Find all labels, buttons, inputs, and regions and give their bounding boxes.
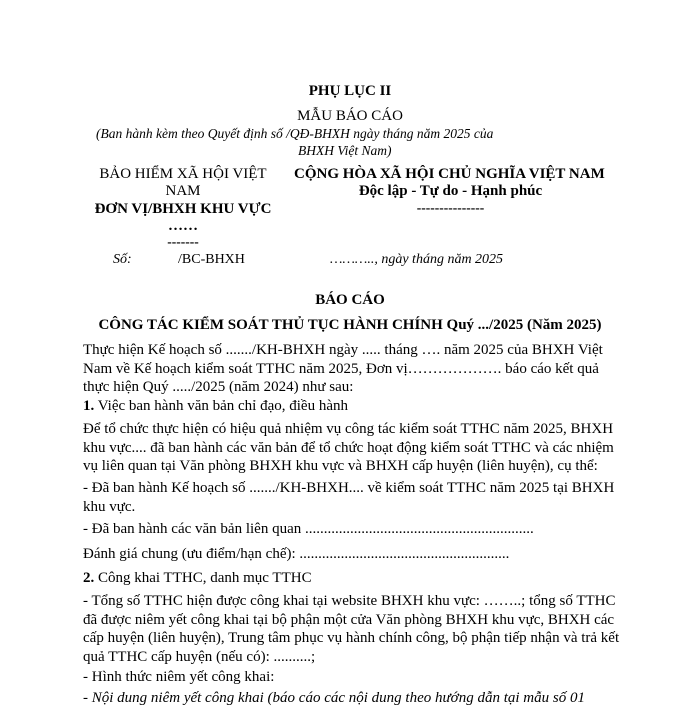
section-2-paragraph-2: - Hình thức niêm yết công khai: [83,669,275,685]
agency-divider: ------- [167,234,199,249]
section-1-paragraph-2: - Đã ban hành Kế hoạch số ......./KH-BHXH.... về kiểm soát TTHC năm 2025 tại BHXH khu vực. [83,480,615,515]
report-date: ……….., ngày tháng năm 2025 [330,252,504,267]
section-2-title: Công khai TTHC, danh mục TTHC [94,570,312,586]
national-divider: --------------- [416,200,485,215]
issued-line-1: (Ban hành kèm theo Quyết định số /QĐ-BHXH ngày tháng năm 2025 của [96,126,494,141]
appendix-title: PHỤ LỤC II [308,83,392,99]
number-label: Số: [113,252,132,267]
issued-line-2: BHXH Việt Nam) [298,143,392,158]
intro-paragraph: Thực hiện Kế hoạch số ......./KH-BHXH ngày ..... tháng …. năm 2025 của BHXH Việt Nam về Kế hoạch kiểm soát TTHC năm 2025, Đơn vị………………. báo cáo kết quả thực hiện Quý ...../2025 (năm 2024) như sau: [83,342,603,395]
section-1-number: 1. [83,398,95,414]
section-1-title: Việc ban hành văn bản chỉ đạo, điều hành [94,398,348,414]
agency-line-2: NAM [165,183,201,199]
national-motto: Độc lập - Tự do - Hạnh phúc [358,183,543,199]
section-2-paragraph-3: - Nội dung niêm yết công khai (báo cáo các nội dung theo hướng dẫn tại mẫu số 01 [83,690,585,706]
agency-unit: ĐƠN VỊ/BHXH KHU VỰC [94,201,272,217]
section-1-paragraph-4: Đánh giá chung (ưu điểm/hạn chế): ........................................................ [83,546,510,562]
agency-line-1: BẢO HIỂM XÃ HỘI VIỆT [99,166,267,182]
section-2-heading [83,569,623,588]
national-name: CỘNG HÒA XÃ HỘI CHỦ NGHĨA VIỆT NAM [294,166,605,182]
section-1-heading [83,397,623,416]
section-1-paragraph-3: - Đã ban hành các văn bản liên quan ............................................................. [83,521,534,537]
report-title: BÁO CÁO [315,292,385,308]
section-2-number: 2. [83,570,95,586]
template-title: MẪU BÁO CÁO [297,108,403,124]
agency-unit-dots: …… [168,218,198,234]
report-subtitle: CÔNG TÁC KIỂM SOÁT THỦ TỤC HÀNH CHÍNH Quý .../2025 (Năm 2025) [98,317,602,333]
section-1-paragraph-1: Để tổ chức thực hiện có hiệu quả nhiệm vụ công tác kiểm soát TTHC năm 2025, BHXH khu vực.... đã ban hành các văn bản để tổ chức hoạt động kiểm soát TTHC và các nhiệm vụ liên quan tại Văn phòng BHXH khu vực và BHXH cấp huyện (liên huyện), cụ thể: [83,421,614,474]
number-value: /BC-BHXH [178,252,245,267]
section-2-paragraph-1: - Tổng số TTHC hiện được công khai tại website BHXH khu vực: ……..; tổng số TTHC đã được niêm yết công khai tại bộ phận một cửa Văn phòng BHXH khu vực, BHXH các cấp huyện (liên huyện), Trung tâm phục vụ hành chính công, bộ phận tiếp nhận và trả kết quả TTHC cấp huyện (nếu có): ..........; [83,593,620,665]
